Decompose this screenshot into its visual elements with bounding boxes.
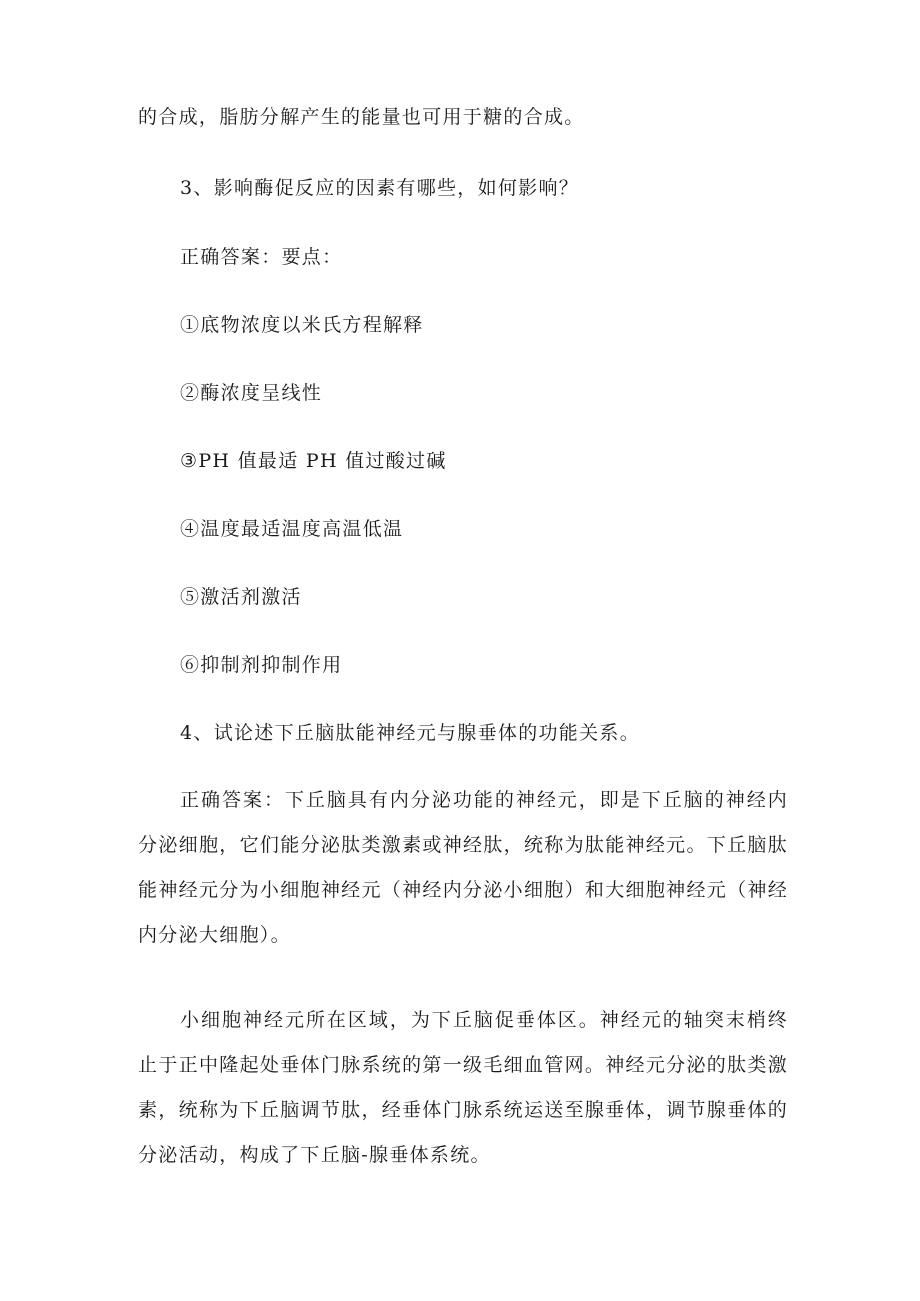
answer-point-5: ⑤激活剂激活 — [180, 586, 302, 608]
answer-point-2: ②酶浓度呈线性 — [180, 382, 323, 404]
answer-point-1: ①底物浓度以米氏方程解释 — [180, 314, 424, 336]
answer-paragraph-2: 小细胞神经元所在区域，为下丘脑促垂体区。神经元的轴突末梢终止于正中隆起处垂体门脉系统的第一级毛细血管网。神经元分泌的肽类激素，统称为下丘脑调节肽，经垂体门脉系统运送至腺垂体，调节腺垂体的分泌活动，构成了下丘脑-腺垂体系统。 — [138, 1009, 788, 1166]
answer-point-4: ④温度最适温度高温低温 — [180, 518, 404, 540]
answer-paragraph-1: 正确答案：下丘脑具有内分泌功能的神经元，即是下丘脑的神经内分泌细胞，它们能分泌肽类激素或神经肽，统称为肽能神经元。下丘脑肽能神经元分为小细胞神经元（神经内分泌小细胞）和大细胞神经元（神经内分泌大细胞）。 — [138, 789, 788, 946]
question-4: 4、试论述下丘脑肽能神经元与腺垂体的功能关系。 — [180, 722, 640, 744]
answer-label: 正确答案：要点： — [180, 246, 343, 268]
continuation-line: 的合成，脂肪分解产生的能量也可用于糖的合成。 — [138, 106, 585, 128]
answer-point-3: ③PH 值最适 PH 值过酸过碱 — [180, 450, 447, 472]
answer-point-6: ⑥抑制剂抑制作用 — [180, 654, 343, 676]
question-3: 3、影响酶促反应的因素有哪些，如何影响？ — [180, 177, 580, 199]
